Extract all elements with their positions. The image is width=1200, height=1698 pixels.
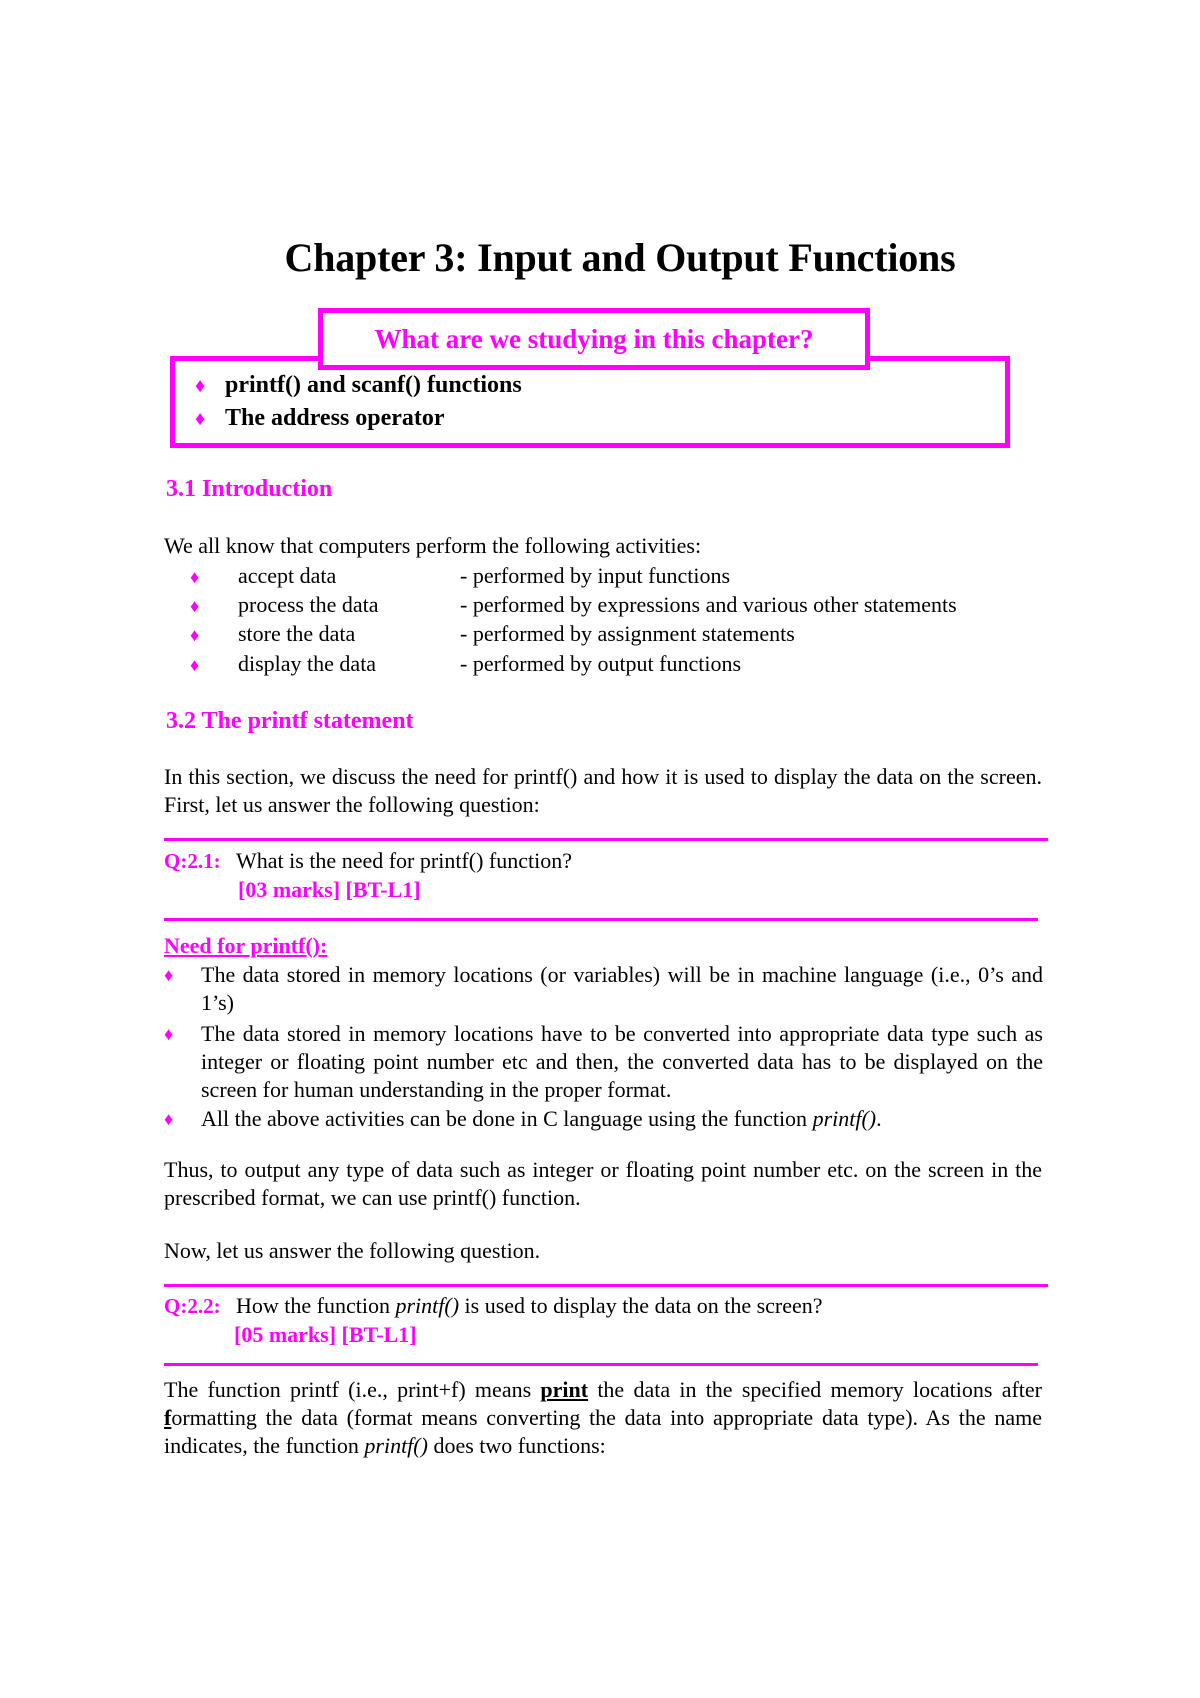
- diamond-bullet-icon: ♦: [190, 567, 200, 587]
- diamond-bullet-icon: ♦: [164, 965, 174, 985]
- section-heading: 3.2 The printf statement: [166, 708, 414, 734]
- divider: [164, 1284, 1048, 1287]
- question-label: Q:2.2:: [164, 1294, 221, 1318]
- diamond-bullet-icon: ♦: [190, 596, 200, 616]
- list-item: ♦ store the data - performed by assignment statements: [190, 621, 795, 646]
- paragraph: Now, let us answer the following question.: [164, 1238, 541, 1263]
- list-item: ♦ The data stored in memory locations (or variables) will be in machine language (i.e., 0’s and 1’s): [164, 962, 1043, 1015]
- paragraph: The function printf (i.e., print+f) means print the data in the specified memory locations after formatting the data (format means converting the data into appropriate data type). As the name indicates, the function printf() does two functions:: [164, 1377, 1042, 1458]
- study-item: ♦ The address operator: [195, 405, 445, 431]
- divider: [164, 918, 1038, 921]
- list-item: ♦ All the above activities can be done in C language using the function printf().: [164, 1106, 882, 1131]
- marks-label: [03 marks] [BT-L1]: [238, 877, 421, 902]
- diamond-bullet-icon: ♦: [195, 375, 206, 397]
- list-item: ♦ display the data - performed by output functions: [190, 651, 742, 676]
- chapter-title: Chapter 3: Input and Output Functions: [284, 235, 956, 280]
- divider: [164, 1363, 1038, 1366]
- diamond-bullet-icon: ♦: [190, 625, 200, 645]
- diamond-bullet-icon: ♦: [164, 1024, 174, 1044]
- section-heading: 3.1 Introduction: [166, 476, 333, 502]
- paragraph: In this section, we discuss the need for printf() and how it is used to display the data on the screen. First, let us answer the following question:: [164, 764, 1042, 817]
- question-label: Q:2.1:: [164, 849, 221, 873]
- question-text: What is the need for printf() function?: [236, 848, 572, 873]
- subheading: Need for printf():: [164, 933, 328, 958]
- paragraph: We all know that computers perform the following activities:: [164, 533, 702, 558]
- question-text: How the function printf() is used to display the data on the screen?: [236, 1293, 823, 1318]
- study-item: ♦ printf() and scanf() functions: [195, 372, 522, 398]
- diamond-bullet-icon: ♦: [190, 655, 200, 675]
- divider: [164, 838, 1048, 841]
- study-box-header: What are we studying in this chapter?: [318, 308, 870, 370]
- list-item: ♦ The data stored in memory locations have to be converted into appropriate data type such as integer or floating point number etc and then, the converted data has to be displayed on the screen for human understanding in the proper format.: [164, 1021, 1043, 1102]
- list-item: ♦ process the data - performed by expressions and various other statements: [190, 592, 957, 617]
- diamond-bullet-icon: ♦: [195, 408, 206, 430]
- paragraph: Thus, to output any type of data such as integer or floating point number etc. on the screen in the prescribed format, we can use printf() function.: [164, 1157, 1042, 1210]
- diamond-bullet-icon: ♦: [164, 1109, 174, 1129]
- list-item: ♦ accept data - performed by input functions: [190, 563, 731, 588]
- marks-label: [05 marks] [BT-L1]: [234, 1322, 417, 1347]
